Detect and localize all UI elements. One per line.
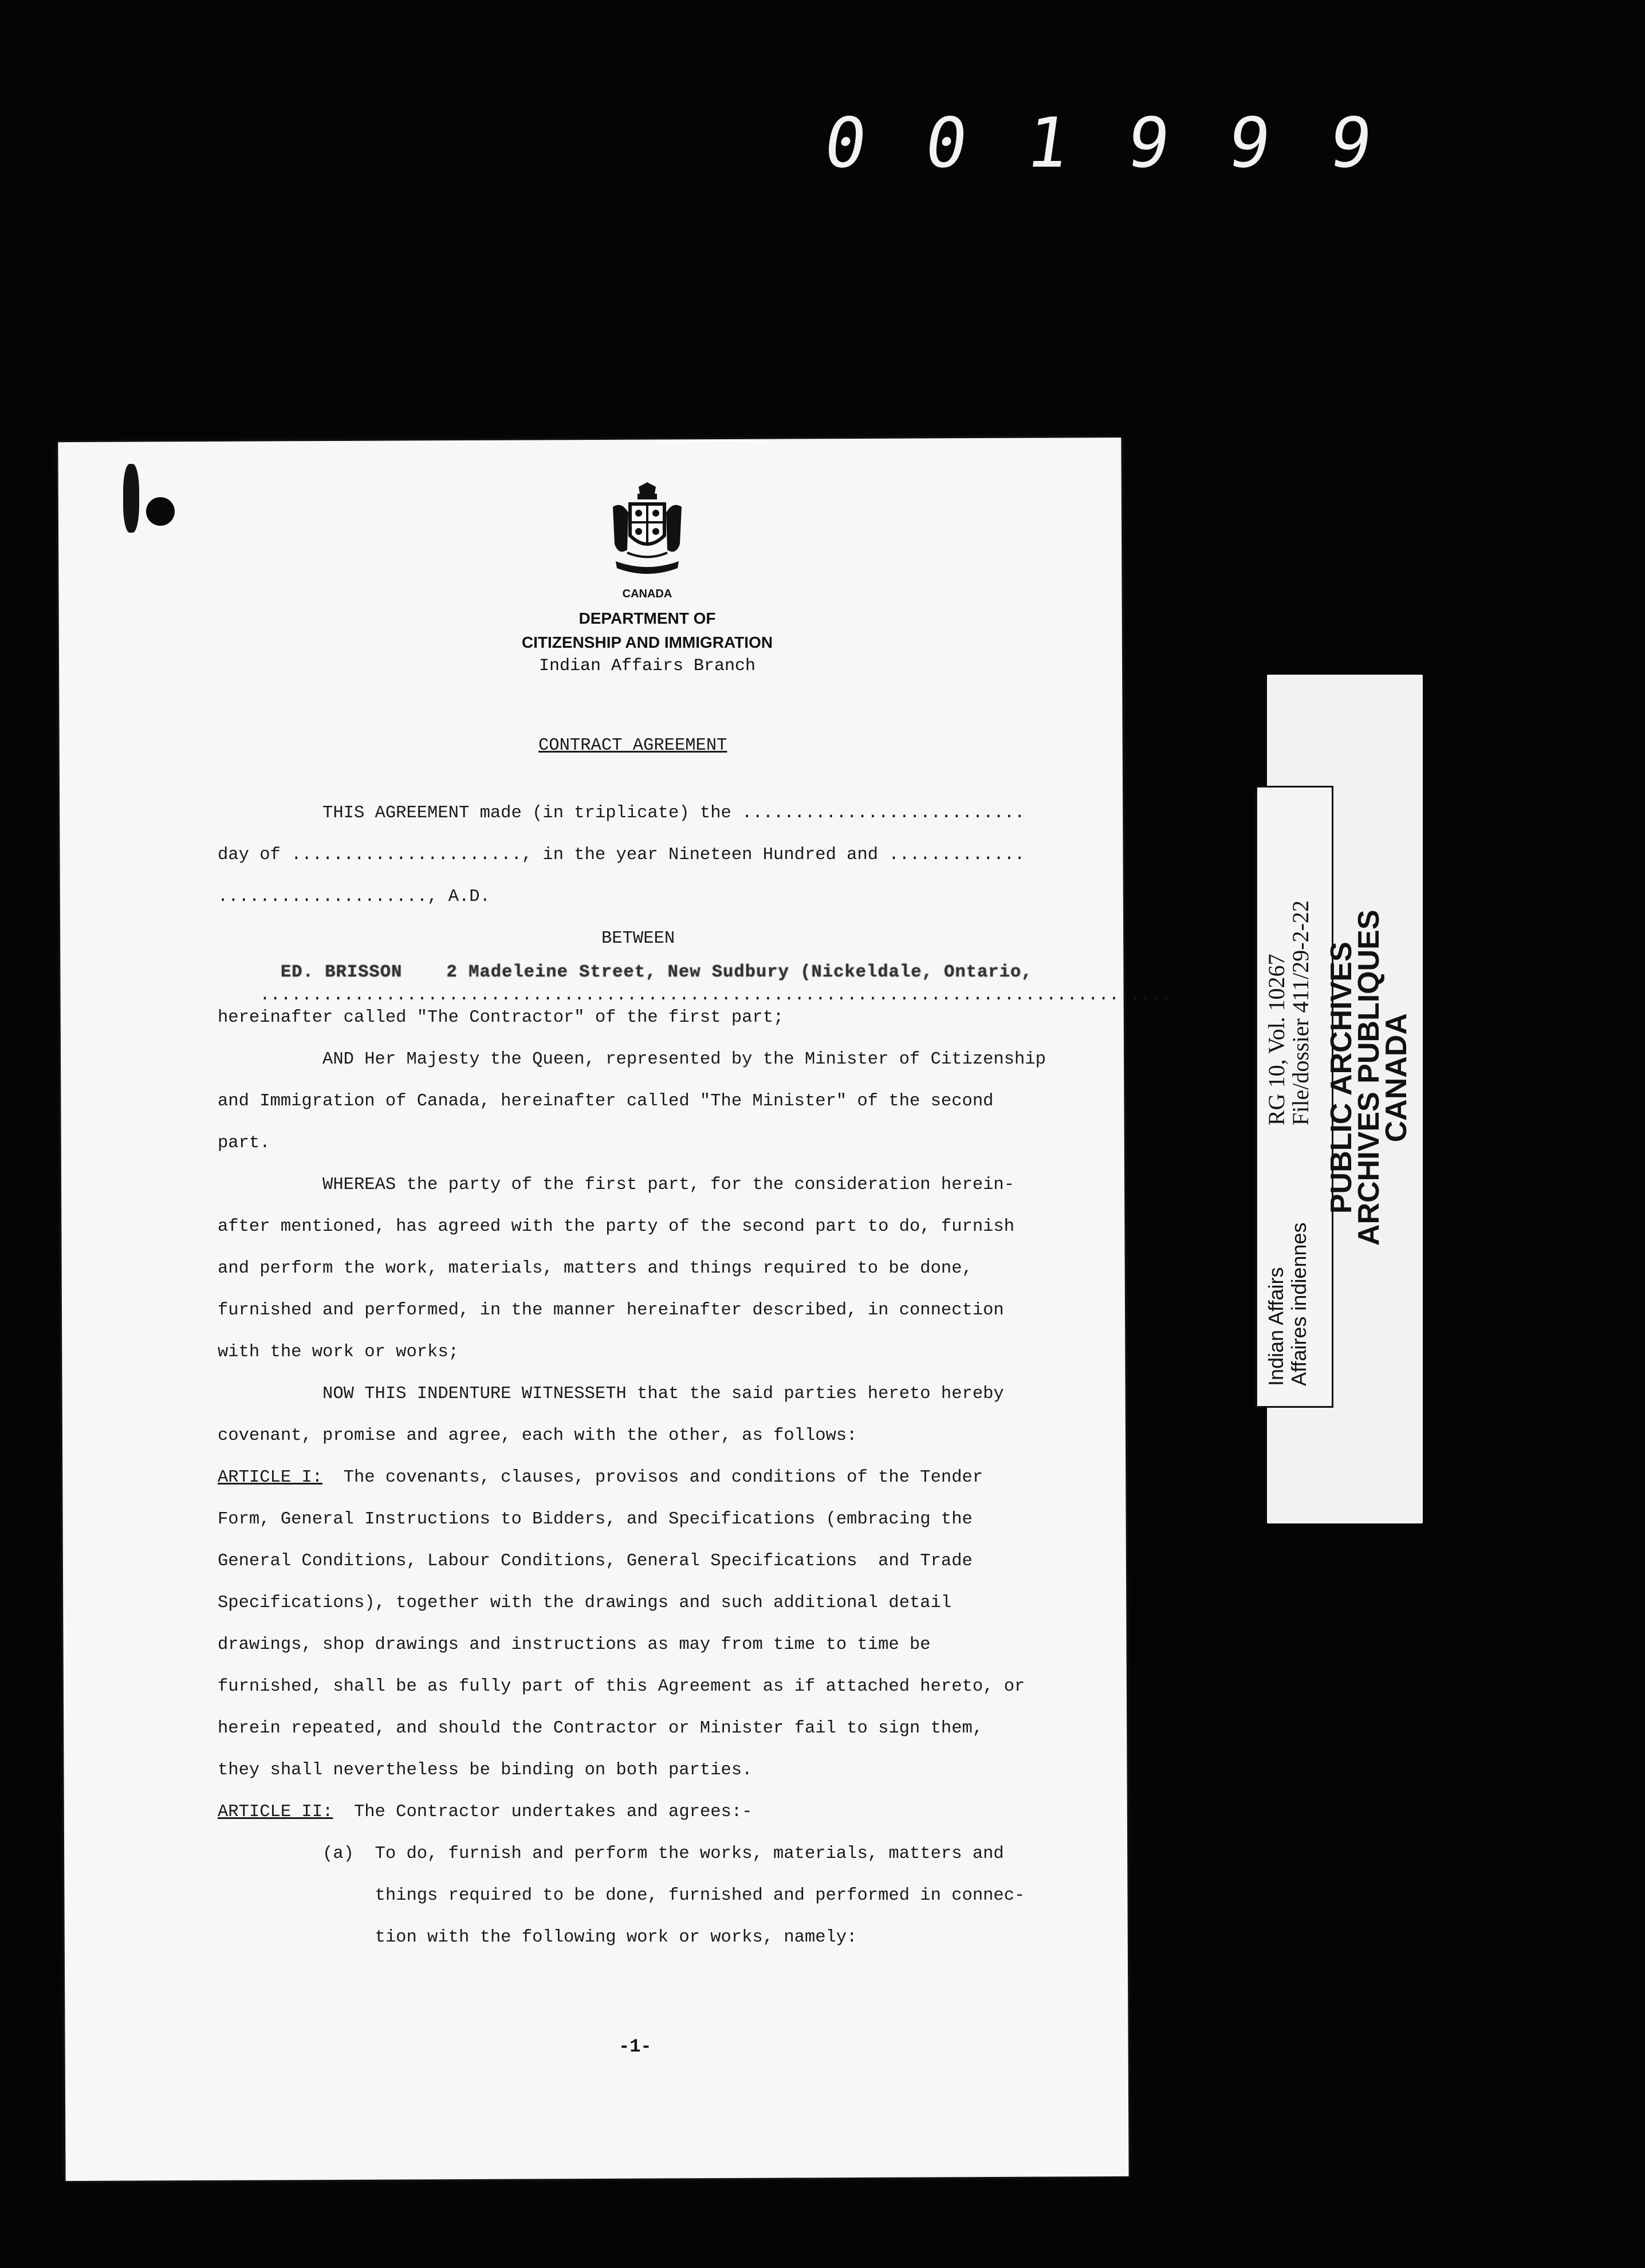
article-2-line [218, 1802, 752, 1822]
text-line: Specifications), together with the drawings and such additional detail [218, 1593, 952, 1613]
letterhead-branch: Indian Affairs Branch [538, 656, 756, 676]
text-line: part. [218, 1133, 270, 1153]
text-line: hereinafter called "The Contractor" of the first part; [218, 1008, 784, 1027]
contract-title: CONTRACT AGREEMENT [538, 736, 727, 755]
text-line: Form, General Instructions to Bidders, and Specifications (embracing the [218, 1510, 973, 1529]
text-line: and perform the work, materials, matters and things required to be done, [218, 1259, 973, 1278]
letterhead [493, 481, 802, 678]
frame-digit: 9 [1223, 103, 1280, 183]
text-line: drawings, shop drawings and instructions as may from time to time be [218, 1635, 931, 1655]
archive-reference [1265, 900, 1313, 1125]
article-1-line [218, 1468, 983, 1487]
text-line: things required to be done, furnished and performed in connec- [218, 1886, 1025, 1905]
letterhead-department [493, 607, 802, 655]
archive-reference-line: RG 10, Vol. 10267 [1264, 954, 1289, 1125]
article-1-heading: ARTICLE I: [218, 1468, 323, 1487]
coat-of-arms-icon [604, 481, 690, 584]
text-line: THIS AGREEMENT made (in triplicate) the ........................... [218, 804, 1025, 823]
text-line: and Immigration of Canada, hereinafter called "The Minister" of the second [218, 1092, 994, 1111]
department-line: CITIZENSHIP AND IMMIGRATION [521, 633, 773, 651]
archive-department [1265, 1222, 1311, 1386]
department-line: DEPARTMENT OF [578, 609, 716, 627]
archive-title-line: PUBLIC ARCHIVES [1325, 942, 1358, 1214]
letterhead-country: CANADA [622, 588, 672, 600]
archive-title-line: ARCHIVES PUBLIQUES [1352, 909, 1386, 1246]
archive-department-line: Affaires indiennes [1287, 1222, 1311, 1386]
page-number: -1- [619, 2036, 652, 2057]
article-2-heading: ARTICLE II: [218, 1802, 333, 1822]
frame-digit: 0 [920, 103, 977, 183]
text-line: General Conditions, Labour Conditions, General Specifications and Trade [218, 1552, 973, 1571]
text-line: NOW THIS INDENTURE WITNESSETH that the said parties hereto hereby [218, 1384, 1004, 1404]
frame-digit: 9 [1324, 103, 1380, 183]
text-line: The covenants, clauses, provisos and conditions of the Tender [322, 1468, 983, 1487]
archive-reference-line: File/dossier 411/29-2-22 [1288, 900, 1313, 1125]
text-line: after mentioned, has agreed with the party of the second part to do, furnish [218, 1217, 1015, 1237]
text-line: with the work or works; [218, 1342, 459, 1362]
contractor-line [218, 963, 1172, 1044]
text-line: (a) To do, furnish and perform the works, materials, matters and [218, 1844, 1004, 1864]
frame-digit: 0 [819, 103, 876, 183]
text-line: they shall nevertheless be binding on both parties. [218, 1761, 753, 1780]
text-line: day of ......................, in the year Nineteen Hundred and ............. [218, 845, 1025, 865]
paper-stain [123, 464, 139, 533]
text-line: tion with the following work or works, namely: [218, 1928, 857, 1947]
frame-digit: 9 [1122, 103, 1179, 183]
text-line: covenant, promise and agree, each with the other, as follows: [218, 1426, 857, 1446]
archive-title [1325, 909, 1413, 1246]
contractor-name-address: ED. BRISSON 2 Madeleine Street, New Sudbury (Nickeldale, Ontario, [281, 963, 1033, 982]
archive-department-line: Indian Affairs [1264, 1267, 1288, 1386]
text-line: furnished and performed, in the manner hereinafter described, in connection [218, 1301, 1004, 1320]
text-line: furnished, shall be as fully part of this Agreement as if attached hereto, or [218, 1677, 1025, 1696]
text-line: ...................., A.D. [218, 887, 490, 907]
text-line: AND Her Majesty the Queen, represented by the Minister of Citizenship [218, 1050, 1046, 1069]
frame-number [819, 97, 1380, 189]
contractor-dots: ....................................................................................... [259, 986, 1172, 1005]
between-label: BETWEEN [601, 929, 675, 948]
archive-title-line: CANADA [1380, 1013, 1413, 1143]
frame-digit: 1 [1021, 103, 1077, 183]
text-line: herein repeated, and should the Contractor or Minister fail to sign them, [218, 1719, 983, 1738]
text-line: The Contractor undertakes and agrees:- [333, 1802, 753, 1822]
punch-hole [146, 497, 175, 526]
text-line: WHEREAS the party of the first part, for the consideration herein- [218, 1175, 1015, 1195]
